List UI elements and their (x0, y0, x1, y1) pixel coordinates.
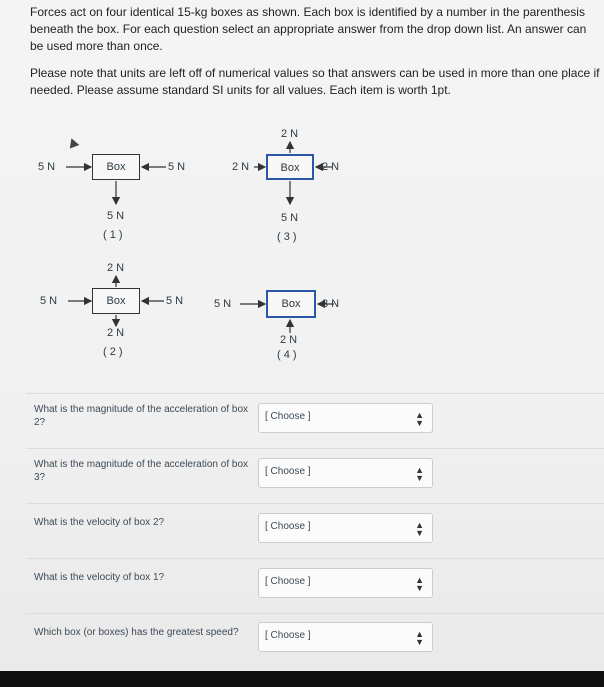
divider (26, 558, 604, 559)
question-1-selected-value: [ Choose ] (265, 411, 311, 422)
chevron-updown-icon: ▲ ▼ (415, 465, 424, 483)
d1-box: Box (92, 154, 140, 180)
d2-right-force: 5 N (166, 295, 184, 307)
d2-index: ( 2 ) (103, 346, 123, 358)
question-1-select[interactable] (258, 403, 433, 433)
d4-box: Box (266, 290, 316, 318)
d2-left-force: 5 N (40, 295, 58, 307)
divider (26, 448, 604, 449)
d2-top-force: 2 N (107, 262, 125, 274)
question-5-selected-value: [ Choose ] (265, 630, 311, 641)
question-5-text: Which box (or boxes) has the greatest speed? (34, 627, 239, 638)
d4-bottom-force: 2 N (280, 334, 298, 346)
d3-bottom-force: 5 N (281, 212, 299, 224)
d1-index: ( 1 ) (103, 229, 123, 241)
d3-right-force: 2 N (322, 161, 340, 173)
divider (26, 503, 604, 504)
d3-index: ( 3 ) (277, 231, 297, 243)
question-1-text: What is the magnitude of the acceleration of box 2? (34, 404, 249, 428)
d1-bottom-force: 5 N (107, 210, 125, 222)
d2-bottom-force: 2 N (107, 327, 125, 339)
d3-top-force: 2 N (281, 128, 299, 140)
chevron-updown-icon: ▲ ▼ (415, 629, 424, 647)
d3-box: Box (266, 154, 314, 180)
divider (26, 393, 604, 394)
question-3-text: What is the velocity of box 2? (34, 517, 165, 528)
d4-index: ( 4 ) (277, 349, 297, 361)
question-5 (30, 622, 440, 667)
divider (26, 613, 604, 614)
chevron-updown-icon: ▲ ▼ (415, 520, 424, 538)
question-4-select[interactable] (258, 568, 433, 598)
d1-right-force: 5 N (168, 161, 186, 173)
chevron-updown-icon: ▲ ▼ (415, 410, 424, 428)
d4-right-force: 3 N (322, 298, 340, 310)
d4-left-force: 5 N (214, 298, 232, 310)
question-3 (30, 513, 440, 558)
question-3-selected-value: [ Choose ] (265, 521, 311, 532)
question-3-select[interactable] (258, 513, 433, 543)
d3-left-force: 2 N (232, 161, 250, 173)
question-1 (30, 403, 440, 448)
instructions-paragraph-1: Forces act on four identical 15-kg boxes as shown. Each box is identified by a number in the parenthesis beneath the box. For each question select an appropriate answer from the drop down list. An answer can be used more than once. (30, 5, 587, 53)
question-2-selected-value: [ Choose ] (265, 466, 311, 477)
question-4 (30, 568, 440, 613)
question-2-select[interactable] (258, 458, 433, 488)
question-2 (30, 458, 440, 503)
d2-box: Box (92, 288, 140, 314)
question-4-text: What is the velocity of box 1? (34, 572, 165, 583)
question-5-select[interactable] (258, 622, 433, 652)
d1-left-force: 5 N (38, 161, 56, 173)
bottom-bar (0, 671, 604, 687)
chevron-updown-icon: ▲ ▼ (415, 575, 424, 593)
question-2-text: What is the magnitude of the acceleration of box 3? (34, 459, 249, 483)
instructions-paragraph-2: Please note that units are left off of numerical values so that answers can be used in more than one place if needed. Please assume standard SI units for all values. Each item is worth 1pt. (30, 66, 600, 97)
question-4-selected-value: [ Choose ] (265, 576, 311, 587)
